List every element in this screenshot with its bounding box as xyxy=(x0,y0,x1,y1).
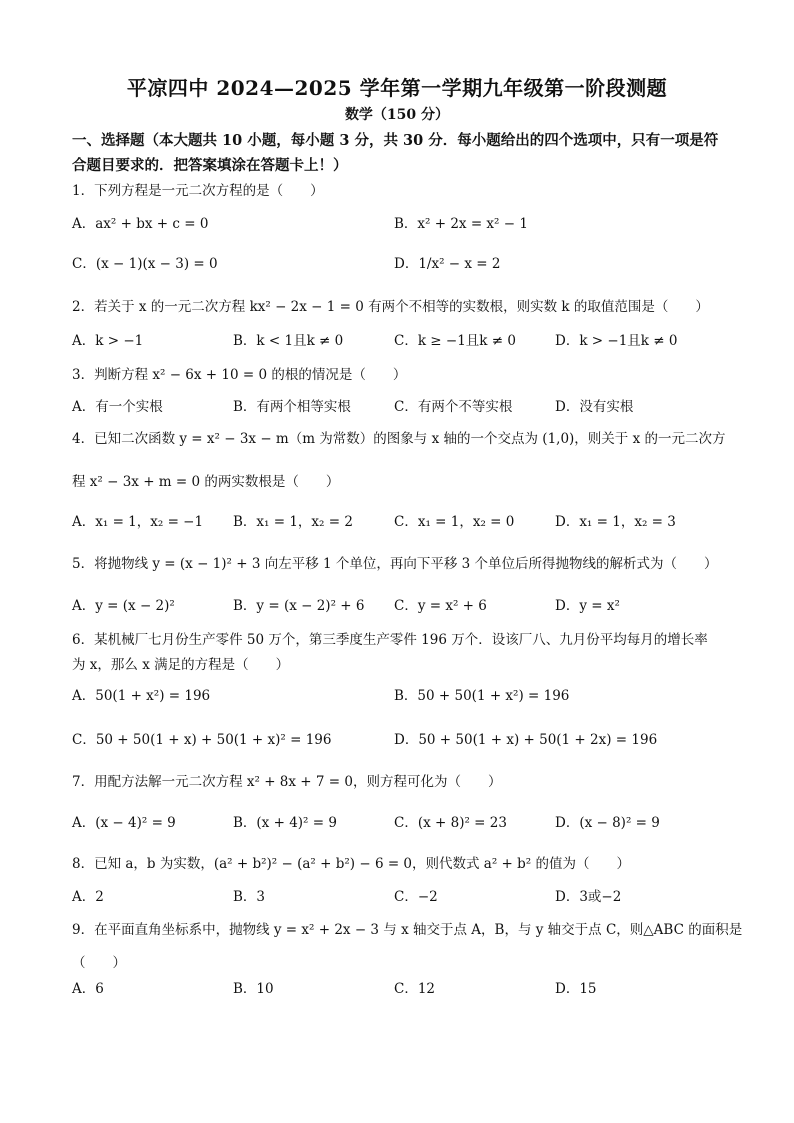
question-3-option-b: B．有两个相等实根 xyxy=(233,399,351,415)
question-3-option-c: C．有两个不等实根 xyxy=(394,399,513,415)
question-8-stem: 8．已知 a，b 为实数，(a² + b²)² − (a² + b²) − 6 = 0，则代数式 a² + b² 的值为（ ） xyxy=(72,856,631,872)
question-5-option-d: D．y = x² xyxy=(555,598,620,614)
question-1-option-b: B．x² + 2x = x² − 1 xyxy=(394,216,528,232)
question-3-stem: 3．判断方程 x² − 6x + 10 = 0 的根的情况是（ ） xyxy=(72,367,407,383)
question-7-option-b: B．(x + 4)² = 9 xyxy=(233,815,337,831)
question-8-option-a: A．2 xyxy=(72,889,104,905)
question-5-option-c: C．y = x² + 6 xyxy=(394,598,487,614)
question-6-option-a: A．50(1 + x²) = 196 xyxy=(72,688,211,704)
question-9-option-d: D．15 xyxy=(555,981,597,997)
question-6-stem-line2: 为 x，那么 x 满足的方程是（ ） xyxy=(72,657,290,673)
question-1-stem: 1．下列方程是一元二次方程的是（ ） xyxy=(72,183,324,199)
page-subtitle: 数学（150 分） xyxy=(344,107,450,123)
question-4-stem-line2: 程 x² − 3x + m = 0 的两实数根是（ ） xyxy=(72,474,340,490)
question-5-option-b: B．y = (x − 2)² + 6 xyxy=(233,598,365,614)
question-7-option-c: C．(x + 8)² = 23 xyxy=(394,815,507,831)
question-2-option-b: B．k < 1且k ≠ 0 xyxy=(233,333,344,349)
question-2-option-a: A．k > −1 xyxy=(72,333,144,349)
question-1-option-d: D．1/x² − x = 2 xyxy=(394,256,501,272)
question-8-option-c: C．−2 xyxy=(394,889,438,905)
question-6-option-d: D．50 + 50(1 + x) + 50(1 + 2x) = 196 xyxy=(394,732,658,748)
question-2-option-c: C．k ≥ −1且k ≠ 0 xyxy=(394,333,516,349)
question-1-option-a: A．ax² + bx + c = 0 xyxy=(72,216,209,232)
question-7-option-a: A．(x − 4)² = 9 xyxy=(72,815,176,831)
question-9-option-c: C．12 xyxy=(394,981,436,997)
question-5-stem: 5．将抛物线 y = (x − 1)² + 3 向左平移 1 个单位，再向下平移 3 个单位后所得抛物线的解析式为（ ） xyxy=(72,556,718,572)
question-3-option-a: A．有一个实根 xyxy=(72,399,163,415)
question-7-stem: 7．用配方法解一元二次方程 x² + 8x + 7 = 0，则方程可化为（ ） xyxy=(72,774,502,790)
question-7-option-d: D．(x − 8)² = 9 xyxy=(555,815,660,831)
question-9-option-b: B．10 xyxy=(233,981,274,997)
question-9-stem-line2: （ ） xyxy=(72,955,126,971)
question-8-option-d: D．3或−2 xyxy=(555,889,622,905)
question-4-option-a: A．x₁ = 1，x₂ = −1 xyxy=(72,514,204,530)
question-6-option-b: B．50 + 50(1 + x²) = 196 xyxy=(394,688,570,704)
question-2-stem: 2．若关于 x 的一元二次方程 kx² − 2x − 1 = 0 有两个不相等的实数根，则实数 k 的取值范围是（ ） xyxy=(72,299,709,315)
question-5-option-a: A．y = (x − 2)² xyxy=(72,598,175,614)
question-3-option-d: D．没有实根 xyxy=(555,399,634,415)
question-4-option-d: D．x₁ = 1，x₂ = 3 xyxy=(555,514,676,530)
question-1-option-c: C．(x − 1)(x − 3) = 0 xyxy=(72,256,218,272)
page-title: 平凉四中 2024—2025 学年第一学期九年级第一阶段测题 xyxy=(126,76,668,100)
question-6-option-c: C．50 + 50(1 + x) + 50(1 + x)² = 196 xyxy=(72,732,332,748)
question-2-option-d: D．k > −1且k ≠ 0 xyxy=(555,333,678,349)
question-4-option-b: B．x₁ = 1，x₂ = 2 xyxy=(233,514,353,530)
question-8-option-b: B．3 xyxy=(233,889,266,905)
question-9-option-a: A．6 xyxy=(72,981,104,997)
question-4-stem-line1: 4．已知二次函数 y = x² − 3x − m（m 为常数）的图象与 x 轴的一个交点为 (1,0)，则关于 x 的一元二次方 xyxy=(72,431,726,447)
question-6-stem-line1: 6．某机械厂七月份生产零件 50 万个，第三季度生产零件 196 万个．设该厂八、九月份平均每月的增长率 xyxy=(72,632,708,648)
section-heading: 一、选择题（本大题共 10 小题，每小题 3 分，共 30 分．每小题给出的四个选项中，只有一项是符合题目要求的．把答案填涂在答题卡上！） xyxy=(72,132,719,174)
question-4-option-c: C．x₁ = 1，x₂ = 0 xyxy=(394,514,515,530)
question-9-stem-line1: 9．在平面直角坐标系中，抛物线 y = x² + 2x − 3 与 x 轴交于点 A，B，与 y 轴交于点 C，则△ABC 的面积是 xyxy=(72,922,743,938)
